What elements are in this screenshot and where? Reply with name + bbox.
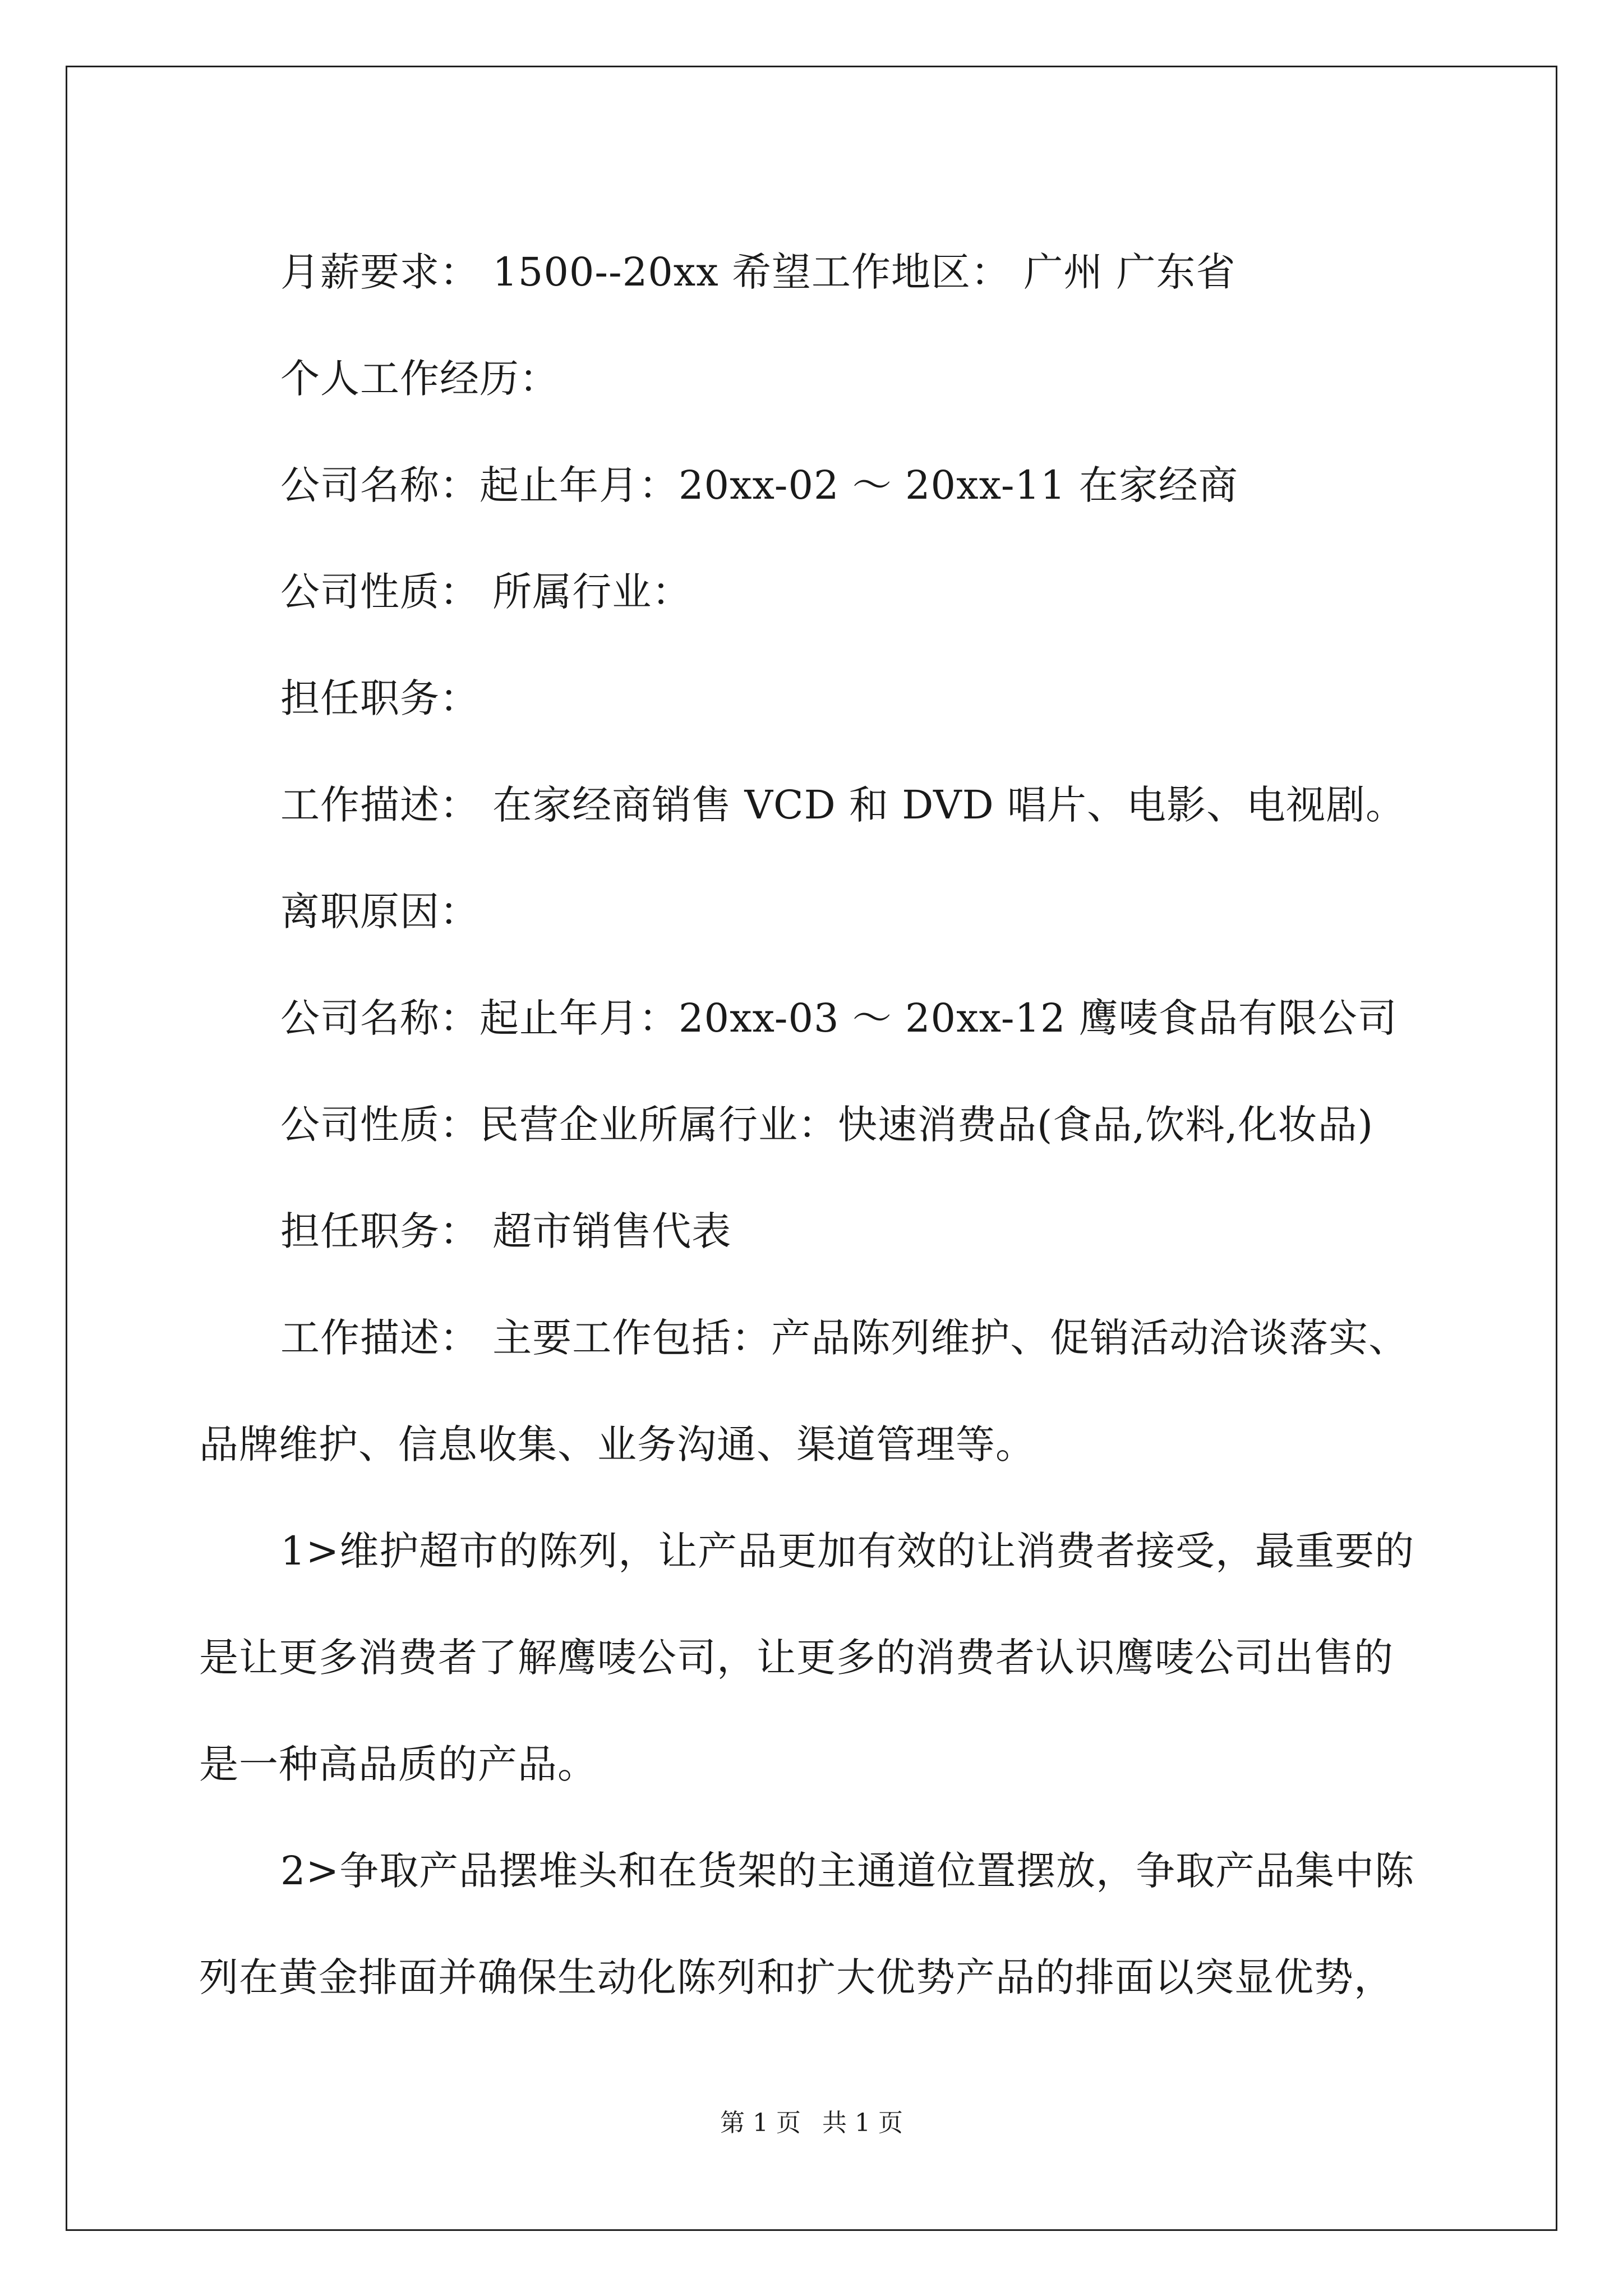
page-total: 共 1 页 (822, 2109, 903, 2137)
company-1-leave-reason-line: 离职原因： (280, 889, 479, 935)
page-number: 第 1 页 (720, 2109, 801, 2137)
company-1-description-line: 工作描述： 在家经商销售 VCD 和 DVD 唱片、电影、电视剧。 (280, 782, 1406, 828)
company-2-name-line: 公司名称：起止年月：20xx-03 ～ 20xx-12 鹰唛食品有限公司 (280, 995, 1398, 1041)
duty-1-line-1: 1>维护超市的陈列，让产品更加有效的让消费者接受，最重要的 (280, 1528, 1415, 1574)
duty-2-line-1: 2>争取产品摆堆头和在货架的主通道位置摆放，争取产品集中陈 (280, 1848, 1415, 1894)
company-1-position-line: 担任职务： (280, 675, 479, 721)
work-history-heading: 个人工作经历： (280, 356, 559, 402)
company-2-description-line: 工作描述： 主要工作包括：产品陈列维护、促销活动洽谈落实、 (280, 1315, 1409, 1361)
duty-2-line-2: 列在黄金排面并确保生动化陈列和扩大优势产品的排面以突显优势， (199, 1954, 1394, 2000)
duty-1-line-3: 是一种高品质的产品。 (199, 1741, 597, 1787)
document-body (199, 219, 1489, 2031)
company-2-position-line: 担任职务： 超市销售代表 (280, 1208, 732, 1254)
salary-line: 月薪要求： 1500--20xx 希望工作地区： 广州 广东省 (280, 249, 1236, 295)
company-2-nature-line: 公司性质：民营企业所属行业：快速消费品(食品,饮料,化妆品) (280, 1102, 1374, 1148)
company-1-nature-line: 公司性质： 所属行业： (280, 569, 692, 615)
company-1-name-line: 公司名称：起止年月：20xx-02 ～ 20xx-11 在家经商 (280, 462, 1238, 508)
page-footer (0, 2106, 1623, 2140)
duty-1-line-2: 是让更多消费者了解鹰唛公司，让更多的消费者认识鹰唛公司出售的 (199, 1635, 1394, 1681)
company-2-description-continued: 品牌维护、信息收集、业务沟通、渠道管理等。 (199, 1421, 1035, 1467)
